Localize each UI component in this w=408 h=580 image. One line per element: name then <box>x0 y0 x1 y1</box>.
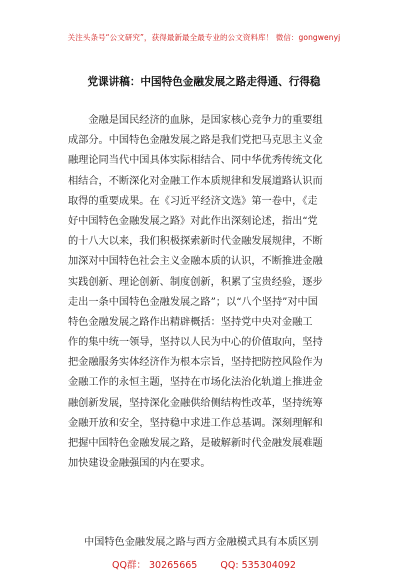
body-line: 相结合，不断深化对金融工作本质规律和发展道路认识而 <box>68 175 323 187</box>
body-line: 把握中国特色金融发展之路，是破解新时代金融发展难题 <box>68 438 323 449</box>
body-line: 走出一条中国特色金融发展之路”；以“八个坚持”对中国 <box>68 296 318 308</box>
body-line: 特色金融发展之路作出精辟概括：坚持党中央对金融工 <box>68 316 313 328</box>
promo-banner: 关注头条号“公文研究”，获得最新最全最专业的公文资料库！ 微信：gongwenyj <box>67 33 341 42</box>
document-body <box>68 111 340 474</box>
qq-group-number: QQ群： 30265665 <box>112 560 198 571</box>
body-line: 取得的重要成果。在《习近平经济文选》第一卷中，《走 <box>68 195 318 207</box>
body-line: 金融是国民经济的血脉，是国家核心竞争力的重要组 <box>68 115 323 126</box>
body-line: 金融工作的永恒主题，坚持在市场化法治化轨道上推进金 <box>68 377 323 389</box>
document-title: 党课讲稿：中国特色金融发展之路走得通、行得稳 <box>87 76 321 88</box>
body-line: 加快建设金融强国的内在要求。 <box>68 458 211 470</box>
body-line: 实践创新、理论创新、制度创新，积累了宝贵经验，逐步 <box>68 276 323 288</box>
contact-footer <box>0 557 408 571</box>
qq-number: QQ: 535304092 <box>220 560 296 571</box>
body-line: 好中国特色金融发展之路》对此作出深刻论述，指出“党 <box>68 215 318 227</box>
body-line: 金融开放和安全，坚持稳中求进工作总基调。深刻理解和 <box>68 417 323 429</box>
body-line: 把金融服务实体经济作为根本宗旨，坚持把防控风险作为 <box>68 357 323 369</box>
body-line: 成部分。中国特色金融发展之路是我们党把马克思主义金 <box>68 135 323 147</box>
body-line: 融创新发展，坚持深化金融供给侧结构性改革，坚持统筹 <box>68 397 323 409</box>
body-line: 融理论同当代中国具体实际相结合、同中华优秀传统文化 <box>68 155 323 167</box>
body-line: 的十八大以来，我们积极探索新时代金融发展规律，不断 <box>68 236 323 248</box>
body-line: 加深对中国特色社会主义金融本质的认识，不断推进金融 <box>68 256 323 268</box>
section-heading-line: 中国特色金融发展之路与西方金融模式具有本质区别 <box>84 537 319 548</box>
body-line: 作的集中统一领导，坚持以人民为中心的价值取向，坚持 <box>68 337 323 349</box>
